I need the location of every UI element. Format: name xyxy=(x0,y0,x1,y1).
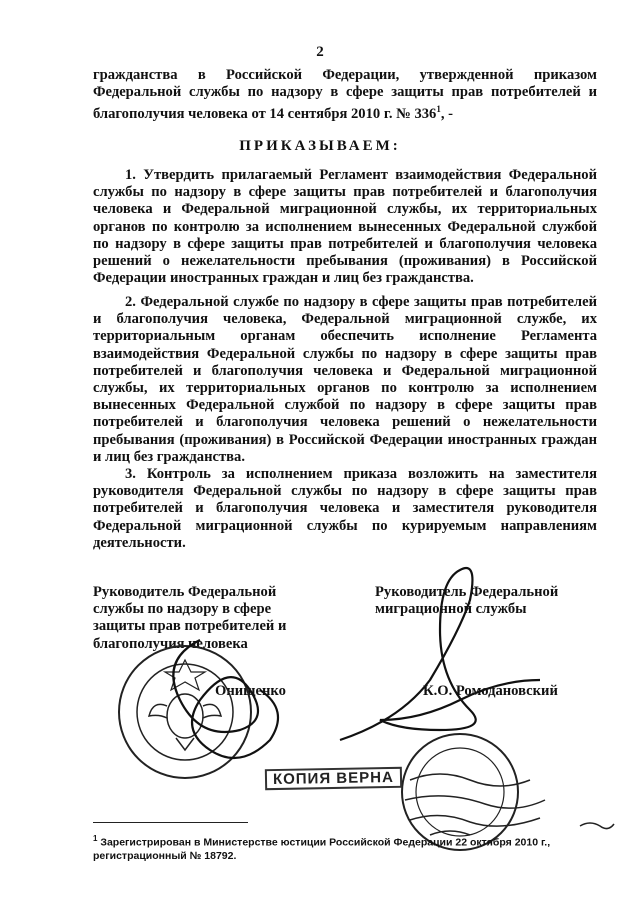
intro-tail: , - xyxy=(440,106,454,123)
left-signatory-title xyxy=(93,584,323,653)
paragraph-3: 3. Контроль за исполнением приказа возложить на заместителя руководителя Федеральной службы по надзору в сфере защиты прав потребителей и благополучия человека и заместителя руководителя Федеральной миграционной службы по курируемым направлениям деятельности. xyxy=(93,466,597,551)
right-title-line: миграционной службы xyxy=(375,601,527,618)
left-title-line: Руководитель Федеральной xyxy=(93,584,277,600)
left-title-line: благополучия человека xyxy=(93,635,248,652)
right-title-line: Руководитель Федеральной xyxy=(375,584,559,600)
footnote-reference: 1 xyxy=(436,104,441,115)
left-title-line: защиты прав потребителей и xyxy=(93,618,287,635)
footnote-divider xyxy=(93,822,248,823)
intro-text: гражданства в Российской Федерации, утвержденной приказом Федеральной службы по надзору в сфере защиты прав потребителей и благополучия человека от 14 сентября 2010 г. № 336 xyxy=(93,67,597,123)
paragraph-2: 2. Федеральной службе по надзору в сфере защиты прав потребителей и благополучия человека, Федеральной миграционной службе, их территориальным органам обеспечить исполнение Регламента взаимодействия Федеральной службы по надзору в сфере защиты прав потребителей и благополучия человека и Федеральной миграционной службы, их территориальных органов по контролю за исполнением вынесенных Федеральной службой по надзору в сфере защиты прав потребителей и благополучия человека решений о нежелательности пребывания (проживания) в Российской Федерации иностранных граждан и лиц без гражданства. xyxy=(93,294,597,465)
footnote-marker: 1 xyxy=(93,834,98,843)
footnote-text: Зарегистрирован в Министерстве юстиции Российской Федерации 22 октября 2010 г., регистрационный № 18792. xyxy=(93,836,551,862)
left-seal-icon xyxy=(119,646,251,778)
right-signatory-title xyxy=(375,584,605,618)
intro-paragraph xyxy=(93,67,597,123)
footnote xyxy=(93,832,598,863)
left-title-line: службы по надзору в сфере xyxy=(93,601,272,618)
order-heading: ПРИКАЗЫВАЕМ: xyxy=(239,138,401,154)
left-signatory-name: Онищенко xyxy=(215,683,286,699)
copy-verified-stamp: КОПИЯ ВЕРНА xyxy=(265,767,402,790)
right-signatory-name: К.О. Ромодановский xyxy=(423,683,558,699)
page-number: 2 xyxy=(316,44,324,60)
paragraph-1: 1. Утвердить прилагаемый Регламент взаимодействия Федеральной службы по надзору в сфере защиты прав потребителей и благополучия человека и Федеральной миграционной службы, их территориальных органов по контролю за исполнением вынесенных Федеральной службой по надзору в сфере защиты прав потребителей и благополучия человека решений о нежелательности пребывания (проживания) в Российской Федерации иностранных граждан и лиц без гражданства. xyxy=(93,167,597,287)
